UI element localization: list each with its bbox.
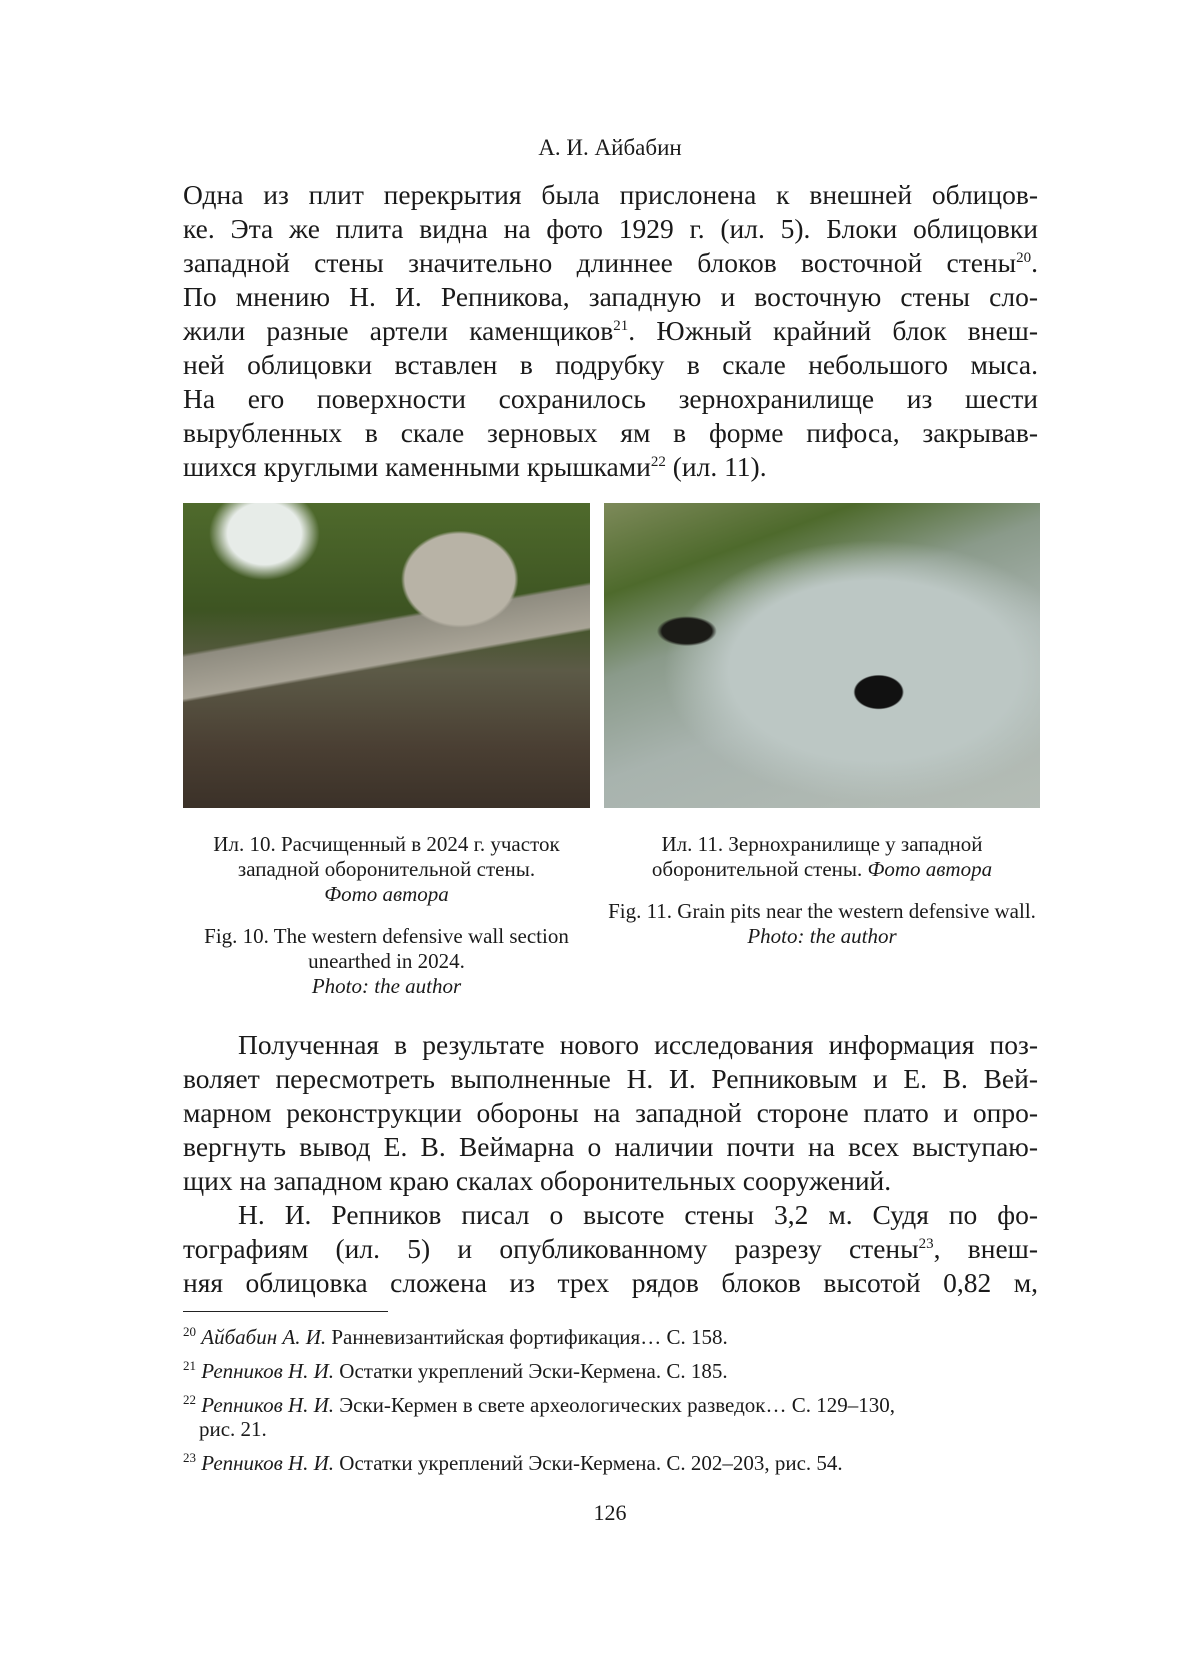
footnote-divider	[183, 1311, 388, 1312]
text-line: Одна из плит перекрытия была прислонена к внешней облицов-	[183, 178, 1038, 212]
footnote-text: Остатки укреплений Эски-Кермена. С. 185.	[334, 1359, 728, 1383]
text-line: На его поверхности сохранилось зернохранилище из шести	[183, 382, 1038, 416]
footnote-author: Репников Н. И.	[196, 1393, 334, 1417]
footnote-number: 23	[183, 1450, 196, 1465]
footnote-number: 20	[183, 1324, 196, 1339]
text-line: няя облицовка сложена из трех рядов блоков высотой 0,82 м,	[183, 1266, 1038, 1300]
footnote-author: Айбабин А. И.	[196, 1325, 326, 1349]
text-line: тографиям (ил. 5) и опубликованному разрезу стены23, внеш-	[183, 1232, 1038, 1266]
text-line: шихся круглыми каменными крышками22 (ил. 11).	[183, 450, 1038, 484]
footnote-number: 22	[183, 1392, 196, 1407]
footnote-ref[interactable]: 23	[919, 1236, 934, 1252]
text-line: ке. Эта же плита видна на фото 1929 г. (ил. 5). Блоки облицовки	[183, 212, 1038, 246]
footnote-21	[183, 1359, 1043, 1383]
footnote-ref[interactable]: 21	[613, 318, 628, 334]
text-line: вергнуть вывод Е. В. Веймарна о наличии почти на всех выступаю-	[183, 1130, 1038, 1164]
footnote-ref[interactable]: 20	[1016, 250, 1031, 266]
text-line: жили разные артели каменщиков21. Южный крайний блок внеш-	[183, 314, 1038, 348]
footnote-text: Эски-Кермен в свете археологических разведок… С. 129–130,	[334, 1393, 895, 1417]
footnote-ref[interactable]: 22	[651, 454, 666, 470]
footnote-20	[183, 1325, 1043, 1349]
text-line: По мнению Н. И. Репникова, западную и восточную стены сло-	[183, 280, 1038, 314]
footnote-number: 21	[183, 1358, 196, 1373]
text-line: щих на западном краю скалах оборонительных сооружений.	[183, 1164, 1038, 1198]
text-line: вырубленных в скале зерновых ям в форме пифоса, закрывав-	[183, 416, 1038, 450]
figure-10-caption-en: Fig. 10. The western defensive wall section unearthed in 2024. Photo: the author	[183, 924, 590, 999]
text-line: западной стены значительно длиннее блоков восточной стены20.	[183, 246, 1038, 280]
page-number: 126	[0, 1500, 1200, 1526]
text-line: воляет пересмотреть выполненные Н. И. Репниковым и Е. В. Вей-	[183, 1062, 1038, 1096]
figure-10-caption	[183, 832, 590, 999]
figure-10-caption-ru: Ил. 10. Расчищенный в 2024 г. участок западной оборонительной стены. Фото автора	[183, 832, 590, 907]
body-text-top	[183, 178, 1038, 484]
figure-11-caption-en: Fig. 11. Grain pits near the western defensive wall. Photo: the author	[596, 899, 1048, 949]
footnote-text: Ранневизантийская фортификация… С. 158.	[326, 1325, 728, 1349]
figure-11-caption	[596, 832, 1048, 949]
footnote-22	[183, 1393, 1043, 1441]
footnote-23	[183, 1451, 1043, 1475]
footnote-text: Остатки укреплений Эски-Кермена. С. 202–203, рис. 54.	[334, 1451, 843, 1475]
figure-10-photo	[183, 503, 590, 808]
footnote-author: Репников Н. И.	[196, 1359, 334, 1383]
text-line: Полученная в результате нового исследования информация поз-	[183, 1028, 1038, 1062]
text-line: марном реконструкции обороны на западной стороне плато и опро-	[183, 1096, 1038, 1130]
figure-11-photo	[604, 503, 1040, 808]
body-text-bottom	[183, 1028, 1038, 1300]
footnotes	[183, 1325, 1043, 1485]
text-line: Н. И. Репников писал о высоте стены 3,2 м. Судя по фо-	[183, 1198, 1038, 1232]
running-head: А. И. Айбабин	[0, 135, 1200, 161]
footnote-author: Репников Н. И.	[196, 1451, 334, 1475]
text-line: ней облицовки вставлен в подрубку в скале небольшого мыса.	[183, 348, 1038, 382]
figure-11-caption-ru: Ил. 11. Зернохранилище у западной оборонительной стены. Фото автора	[596, 832, 1048, 882]
footnote-text-continued: рис. 21.	[183, 1417, 1043, 1441]
